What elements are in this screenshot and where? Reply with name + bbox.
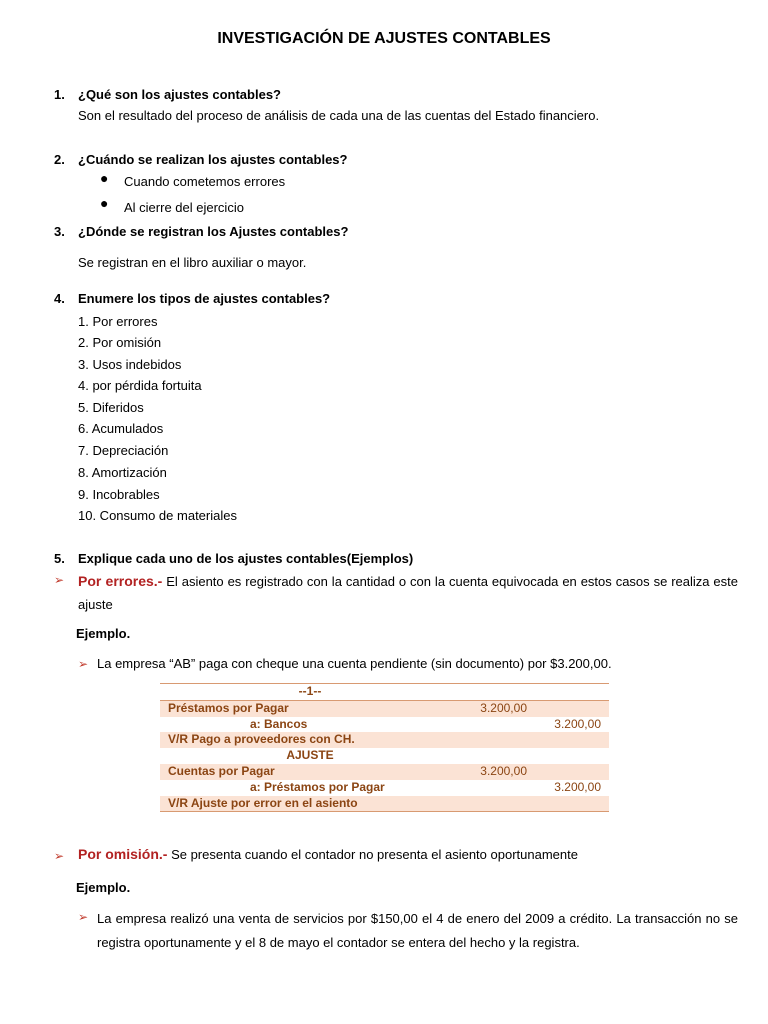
q1-number: 1. [54,87,65,102]
arrow-bullet-icon: ➢ [78,910,89,924]
q4-item: 8. Amortización [78,465,167,480]
arrow-bullet-icon: ➢ [54,573,65,587]
q2-number: 2. [54,152,65,167]
errores-example-text: La empresa “AB” paga con cheque una cuenta pendiente (sin documento) por $3.200,00. [97,656,612,671]
errores-paragraph [78,570,738,616]
table-row [160,732,609,748]
description-cell: V/R Pago a proveedores con CH. [160,732,460,748]
q4-item: 2. Por omisión [78,335,162,350]
credit-cell: 3.200,00 [554,779,601,794]
q4-item: 1. Por errores [78,314,158,329]
account-cell: Préstamos por Pagar [160,700,460,716]
q3-number: 3. [54,224,65,239]
arrow-bullet-icon: ➢ [54,849,65,863]
entry-number: --1-- [160,684,460,701]
q2-question: ¿Cuándo se realizan los ajustes contables? [78,152,348,167]
q1-question: ¿Qué son los ajustes contables? [78,87,281,102]
account-cell: a: Préstamos por Pagar [250,779,385,794]
debit-cell: 3.200,00 [460,764,535,780]
account-cell: a: Bancos [250,716,308,731]
q4-item: 7. Depreciación [78,443,169,458]
q2-bullet-1: Cuando cometemos errores [124,174,286,189]
bullet-icon: ● [100,195,109,211]
omision-heading: Por omisión.- [78,846,168,862]
q5-question: Explique cada uno de los ajustes contables(Ejemplos) [78,551,414,566]
arrow-bullet-icon: ➢ [78,657,89,671]
table-row [160,684,609,701]
q4-item: 6. Acumulados [78,421,164,436]
q2-bullet-2: Al cierre del ejercicio [124,200,244,215]
q4-item: 3. Usos indebidos [78,357,182,372]
q3-answer: Se registran en el libro auxiliar o mayor. [78,255,307,270]
omision-text: Se presenta cuando el contador no presenta el asiento oportunamente [167,847,578,862]
debit-cell: 3.200,00 [460,700,535,716]
adjust-label: AJUSTE [286,748,334,763]
journal-entry-table [160,683,609,812]
omision-example-text: La empresa realizó una venta de servicios por $150,00 el 4 de enero del 2009 a crédito. La transacción no se registra oportunamente y el 8 de mayo el contador se entera del hecho y la registra. [97,911,738,950]
q4-item: 4. por pérdida fortuita [78,378,202,393]
credit-cell: 3.200,00 [554,716,601,731]
errores-text: El asiento es registrado con la cantidad o con la cuenta equivocada en estos casos se realiza este ajuste [78,574,738,612]
table-row [160,717,609,733]
page-title: INVESTIGACIÓN DE AJUSTES CONTABLES [217,30,551,47]
q5-number: 5. [54,551,65,566]
errores-ejemplo-label: Ejemplo. [76,626,131,641]
omision-paragraph [78,846,578,862]
q4-number: 4. [54,291,65,306]
q4-item: 10. Consumo de materiales [78,508,237,523]
errores-heading: Por errores.- [78,573,163,589]
bullet-icon: ● [100,170,109,186]
description-cell: V/R Ajuste por error en el asiento [160,796,460,812]
table-row [160,748,609,764]
omision-ejemplo-label: Ejemplo. [76,880,131,895]
q4-item: 5. Diferidos [78,400,144,415]
account-cell: Cuentas por Pagar [160,764,460,780]
q4-question: Enumere los tipos de ajustes contables? [78,291,331,306]
table-row [160,780,609,796]
q3-question: ¿Dónde se registran los Ajustes contables? [78,224,349,239]
q1-answer: Son el resultado del proceso de análisis de cada una de las cuentas del Estado financiero. [78,108,600,123]
table-row [160,700,609,716]
q4-item: 9. Incobrables [78,487,160,502]
table-row [160,796,609,812]
table-row [160,764,609,780]
